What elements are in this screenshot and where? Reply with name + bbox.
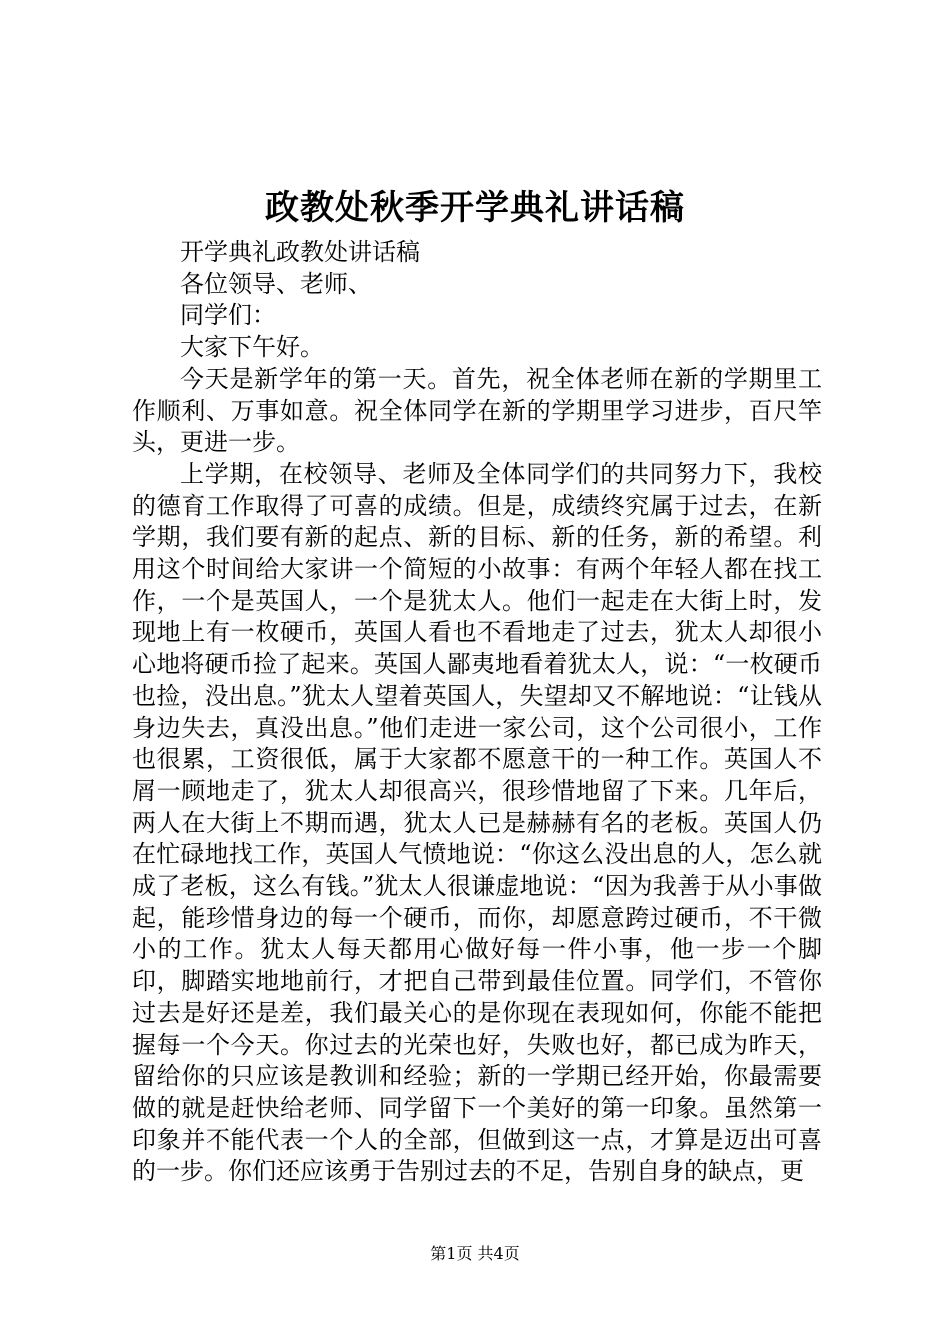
paragraph-salutation-1: 各位领导、老师、 [180,269,372,298]
paragraph-subtitle: 开学典礼政教处讲话稿 [180,238,420,266]
paragraph-opening: 今天是新学年的第一天。首先，祝全体老师在新的学期里工作顺利、万事如意。祝全体同学在新的学期里学习进步，百尺竿头，更进一步。 [132,364,822,457]
paragraph-greeting: 大家下午好。 [180,333,324,362]
paragraph-story: 上学期，在校领导、老师及全体同学们的共同努力下，我校的德育工作取得了可喜的成绩。但是，成绩终究属于过去，在新学期，我们要有新的起点、新的目标、新的任务，新的希望。利用这个时间给大家讲一个简短的小故事：有两个年轻人都在找工作，一个是英国人，一个是犹太人。他们一起走在大街上时，发现地上有一枚硬币，英国人看也不看地走了过去，犹太人却很小心地将硬币捡了起来。英国人鄙夷地看着犹太人，说：“一枚硬币也捡，没出息。”犹太人望着英国人，失望却又不解地说：“让钱从身边失去，真没出息。”他们走进一家公司，这个公司很小，工作也很累，工资很低，属于大家都不愿意干的一种工作。英国人不屑一顾地走了，犹太人却很高兴，很珍惜地留了下来。几年后，两人在大街上不期而遇，犹太人已是赫赫有名的老板。英国人仍在忙碌地找工作，英国人气愤地说：“你这么没出息的人，怎么就成了老板，这么有钱。”犹太人很谦虚地说：“因为我善于从小事做起，能珍惜身边的每一个硬币，而你，却愿意跨过硬币，不干微小的工作。犹太人每天都用心做好每一件小事，他一步一个脚印，脚踏实地地前行，才把自己带到最佳位置。同学们，不管你过去是好还是差，我们最关心的是你现在表现如何，你能不能把握每一个今天。你过去的光荣也好，失败也好，都已成为昨天，留给你的只应该是教训和经验；新的一学期已经开始，你最需要做的就是赶快给老师、同学留下一个美好的第一印象。虽然第一印象并不能代表一个人的全部，但做到这一点，才算是迈出可喜的一步。你们还应该勇于告别过去的不足，告别自身的缺点，更 [132,459,822,1186]
document-body [132,237,822,1188]
document-title: 政教处秋季开学典礼讲话稿 [265,188,685,228]
page-number-footer: 第1页 共4页 [430,1244,520,1263]
paragraph-salutation-2: 同学们： [180,301,276,330]
